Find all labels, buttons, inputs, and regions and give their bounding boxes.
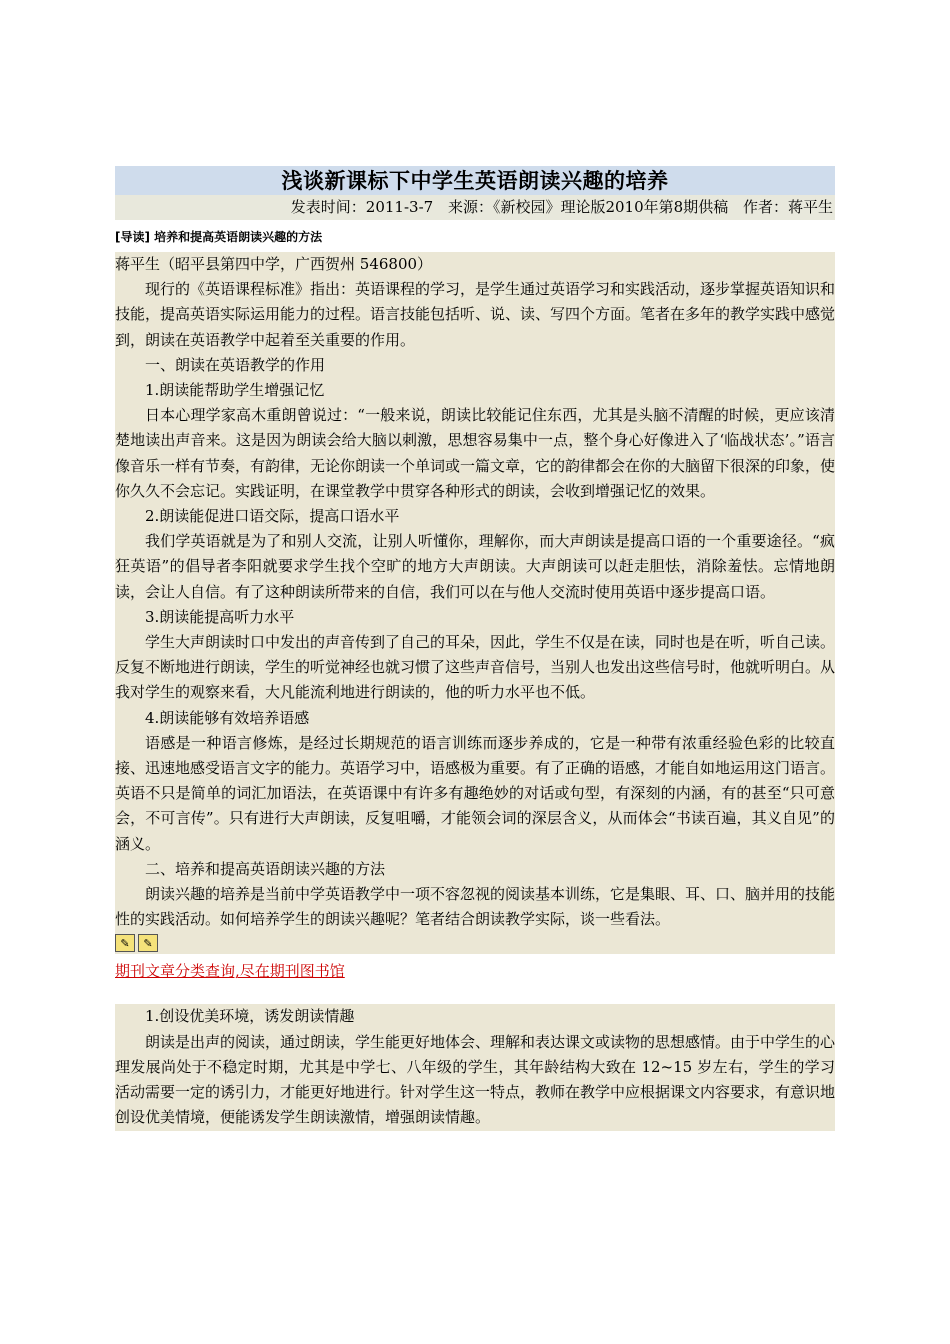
article-body [115, 252, 835, 954]
icon-row [115, 932, 835, 954]
journal-library-link[interactable]: 期刊文章分类查询,尽在期刊图书馆 [115, 962, 345, 981]
paragraph: 现行的《英语课程标准》指出：英语课程的学习，是学生通过英语学习和实践活动，逐步掌握英语知识和技能，提高英语实际运用能力的过程。语言技能包括听、说、读、写四个方面。笔者在多年的教学实践中感觉到，朗读在英语教学中起着至关重要的作用。 [115, 280, 836, 349]
body-section-2 [115, 1004, 835, 1130]
article-author: 作者：蒋平生 [742, 198, 833, 216]
article-body-continued [115, 1004, 835, 1130]
paragraph: 1.创设优美环境，诱发朗读情趣 [145, 1007, 355, 1026]
paragraph: 语感是一种语言修炼，是经过长期规范的语言训练而逐步养成的，它是一种带有浓重经验色彩的比较直接、迅速地感受语言文字的能力。英语学习中，语感极为重要。有了正确的语感，才能自如地运用这门语言。英语不只是简单的词汇加语法，在英语课中有许多有趣绝妙的对话或句型，有深刻的内涵，有的甚至“只可意会，不可言传”。只有进行大声朗读，反复咀嚼，才能领会词的深层含义，从而体会“书读百遍，其义自见”的涵义。 [115, 733, 836, 853]
paragraph: 蒋平生（昭平县第四中学，广西贺州 546800） [115, 255, 433, 273]
paragraph: 二、培养和提高英语朗读兴趣的方法 [145, 859, 386, 878]
article-meta [115, 195, 835, 220]
body-section-1 [115, 252, 835, 932]
pencil-icon[interactable]: ✎ [115, 934, 135, 952]
paragraph: 学生大声朗读时口中发出的声音传到了自己的耳朵，因此，学生不仅是在读，同时也是在听，听自己读。反复不断地进行朗读，学生的听觉神经也就习惯了这些声音信号，当别人也发出这些信号时，他就听明白。从我对学生的观察来看，大凡能流利地进行朗读的，他的听力水平也不低。 [115, 633, 836, 702]
article-lead: [导读] 培养和提高英语朗读兴趣的方法 [115, 230, 323, 244]
article-title: 浅谈新课标下中学生英语朗读兴趣的培养 [115, 166, 835, 195]
paragraph: 一、朗读在英语教学的作用 [145, 355, 326, 374]
paragraph: 我们学英语就是为了和别人交流，让别人听懂你，理解你，而大声朗读是提高口语的一个重要途径。“疯狂英语”的倡导者李阳就要求学生找个空旷的地方大声朗读。大声朗读可以赶走胆怯，消除羞怯。忘情地朗读，会让人自信。有了这种朗读所带来的自信，我们可以在与他人交流时使用英语中逐步提高口语。 [115, 532, 835, 601]
article-source: 来源：《新校园》理论版2010年第8期供稿 [447, 198, 729, 216]
paragraph: 朗读是出声的阅读，通过朗读，学生能更好地体会、理解和表达课文或读物的思想感情。由于中学生的心理发展尚处于不稳定时期，尤其是中学七、八年级的学生，其年龄结构大致在 12~15 岁左右，学生的学习活动需要一定的诱引力，才能更好地进行。针对学生这一特点，教师在教学中应根据课文内容要求，有意识地创设优美情境，便能诱发学生朗读激情，增强朗读情趣。 [115, 1032, 836, 1127]
publish-date: 发表时间：2011-3-7 [290, 198, 434, 216]
pencil-icon[interactable]: ✎ [138, 934, 158, 952]
paragraph: 朗读兴趣的培养是当前中学英语教学中一项不容忽视的阅读基本训练，它是集眼、耳、口、脑并用的技能性的实践活动。如何培养学生的朗读兴趣呢？笔者结合朗读教学实际，谈一些看法。 [115, 885, 836, 929]
paragraph: 4.朗读能够有效培养语感 [145, 708, 310, 727]
paragraph: 3.朗读能提高听力水平 [145, 607, 295, 626]
paragraph: 2.朗读能促进口语交际，提高口语水平 [145, 507, 400, 526]
paragraph: 日本心理学家高木重朗曾说过：“一般来说，朗读比较能记住东西，尤其是头脑不清醒的时候，更应该清楚地读出声音来。这是因为朗读会给大脑以刺激，思想容易集中一点，整个身心好像进入了‘临战状态’。”语言像音乐一样有节奏，有韵律，无论你朗读一个单词或一篇文章，它的韵律都会在你的大脑留下很深的印象，使你久久不会忘记。实践证明，在课堂教学中贯穿各种形式的朗读，会收到增强记忆的效果。 [115, 406, 836, 500]
paragraph: 1.朗读能帮助学生增强记忆 [145, 381, 325, 400]
article [115, 166, 835, 1131]
